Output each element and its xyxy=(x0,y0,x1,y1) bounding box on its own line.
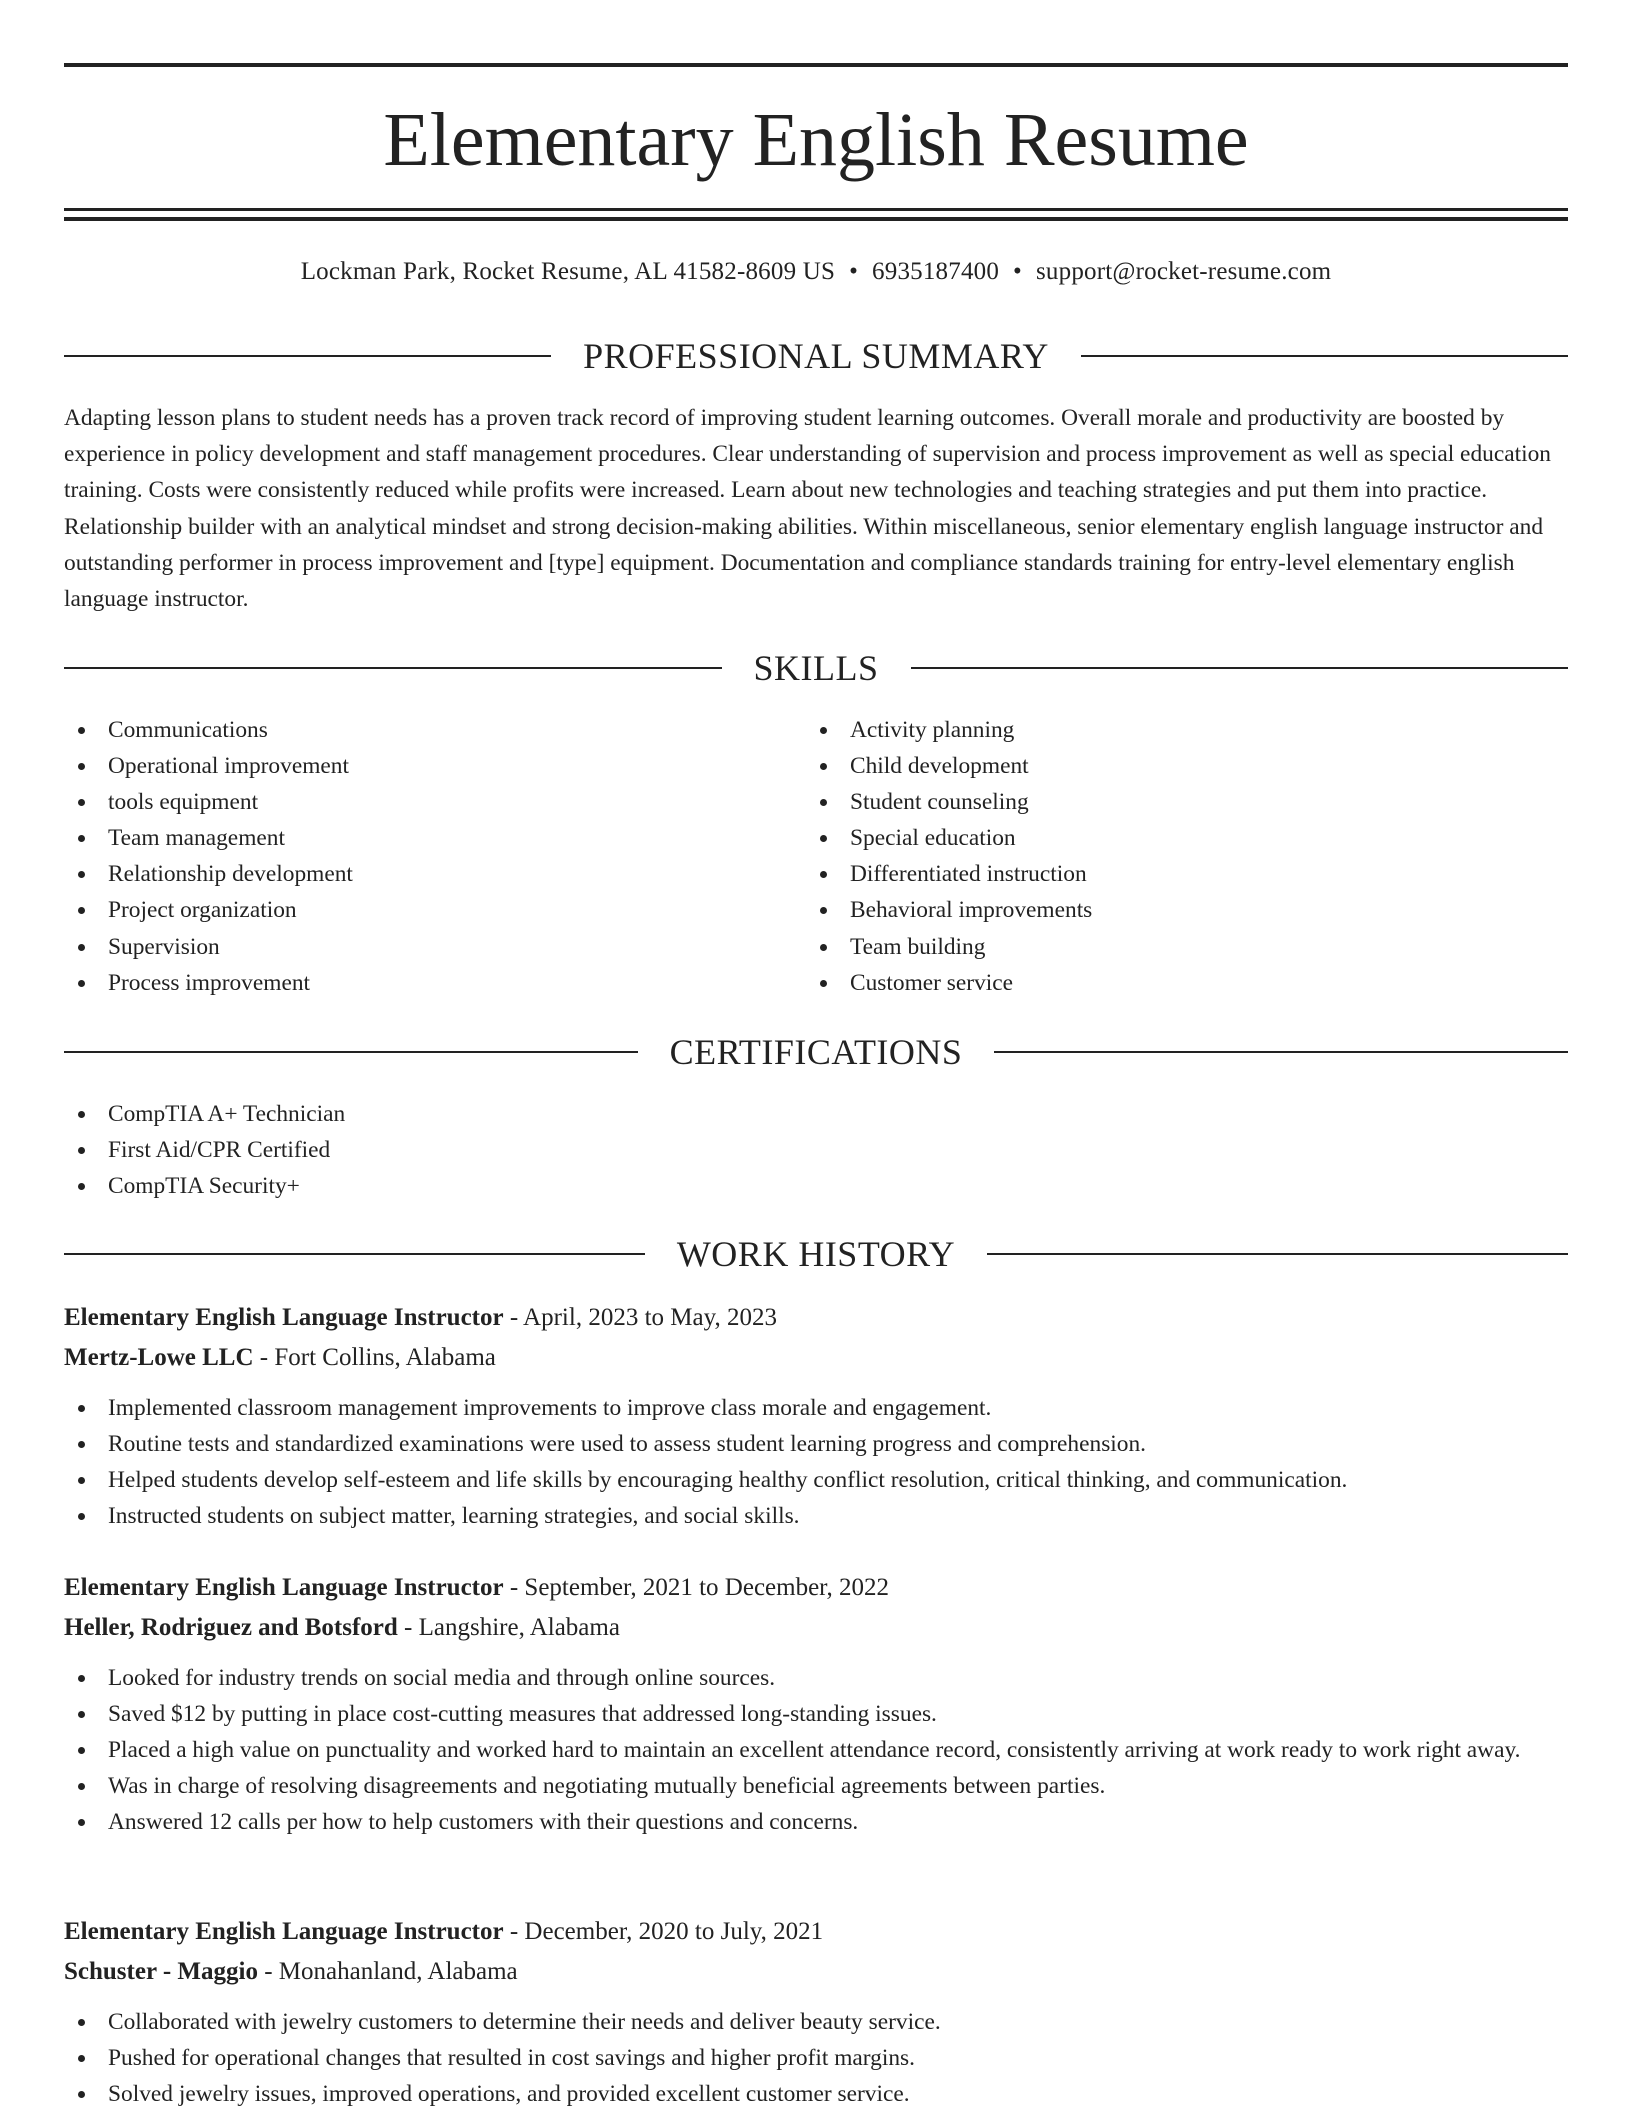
skill-item: Operational improvement xyxy=(64,748,764,784)
job-bullets xyxy=(64,2004,1568,2112)
job-bullet-item: Solved jewelry issues, improved operations, and provided excellent customer service. xyxy=(64,2076,1568,2112)
job-location: - Monahanland, Alabama xyxy=(257,1958,518,1985)
job-company: Heller, Rodriguez and Botsford xyxy=(64,1614,398,1641)
work-heading: WORK HISTORY xyxy=(676,1234,956,1274)
skill-item: Communications xyxy=(64,712,764,748)
contact-email: support@rocket-resume.com xyxy=(1036,258,1332,285)
job-location: - Langshire, Alabama xyxy=(397,1614,620,1641)
contact-address: Lockman Park, Rocket Resume, AL 41582-8609 US xyxy=(300,258,836,285)
certification-item: First Aid/CPR Certified xyxy=(64,1132,1064,1168)
skill-item: Differentiated instruction xyxy=(806,856,1506,892)
contact-separator: • xyxy=(849,258,859,285)
job-bullet-item: Looked for industry trends on social media and through online sources. xyxy=(64,1660,1568,1696)
skill-item: Customer service xyxy=(806,965,1506,1001)
job-title-line xyxy=(64,1298,1568,1338)
skill-item: Relationship development xyxy=(64,856,764,892)
skills-heading: SKILLS xyxy=(753,648,879,688)
job-bullets xyxy=(64,1660,1568,1840)
contact-phone: 6935187400 xyxy=(872,258,1000,285)
job-bullet-item: Was in charge of resolving disagreements and negotiating mutually beneficial agreements between parties. xyxy=(64,1768,1568,1804)
job-bullet-item: Pushed for operational changes that resulted in cost savings and higher profit margins. xyxy=(64,2040,1568,2076)
certifications-heading: CERTIFICATIONS xyxy=(669,1032,963,1072)
divider xyxy=(64,355,551,357)
divider xyxy=(987,1253,1568,1255)
job-entry xyxy=(64,1298,1568,1534)
job-bullet-item: Placed a high value on punctuality and worked hard to maintain an excellent attendance record, consistently arriving at work ready to work right away. xyxy=(64,1732,1568,1768)
job-company: Schuster - Maggio xyxy=(64,1958,258,1985)
job-bullet-item: Routine tests and standardized examinations were used to assess student learning progress and comprehension. xyxy=(64,1426,1568,1462)
skill-item: Child development xyxy=(806,748,1506,784)
job-location: - Fort Collins, Alabama xyxy=(253,1344,496,1371)
skill-item: Activity planning xyxy=(806,712,1506,748)
job-bullet-item: Helped students develop self-esteem and life skills by encouraging healthy conflict resolution, critical thinking, and communication. xyxy=(64,1462,1568,1498)
job-dates: - September, 2021 to December, 2022 xyxy=(503,1574,889,1601)
job-dates: - April, 2023 to May, 2023 xyxy=(503,1304,777,1331)
title-double-rule xyxy=(64,208,1568,221)
certifications-section-header xyxy=(64,1030,1568,1074)
skill-item: tools equipment xyxy=(64,784,764,820)
job-bullets xyxy=(64,1390,1568,1534)
skill-item: Team building xyxy=(806,929,1506,965)
job-company: Mertz-Lowe LLC xyxy=(64,1344,254,1371)
job-title-line xyxy=(64,1568,1568,1608)
job-company-line xyxy=(64,1608,1568,1648)
summary-text: Adapting lesson plans to student needs has a proven track record of improving student learning outcomes. Overall morale and productivity are boosted by experience in policy development and staff management procedures. Clear understanding of supervision and process improvement as well as special education training. Costs were consistently reduced while profits were increased. Learn about new technologies and teaching strategies and put them into practice. Relationship builder with an analytical mindset and strong decision-making abilities. Within miscellaneous, senior elementary english language instructor and outstanding performer in process improvement and [type] equipment. Documentation and compliance standards training for entry-level elementary english language instructor. xyxy=(64,405,1551,613)
divider xyxy=(64,1051,638,1053)
job-bullet-item: Saved $12 by putting in place cost-cutting measures that addressed long-standing issues. xyxy=(64,1696,1568,1732)
job-bullet-item: Instructed students on subject matter, learning strategies, and social skills. xyxy=(64,1498,1568,1534)
skill-item: Special education xyxy=(806,820,1506,856)
job-entry xyxy=(64,1912,1568,2112)
job-title-line xyxy=(64,1912,1568,1952)
skills-list-left xyxy=(64,712,764,1001)
divider xyxy=(994,1051,1568,1053)
summary-section-header xyxy=(64,334,1568,378)
job-dates: - December, 2020 to July, 2021 xyxy=(503,1918,824,1945)
divider xyxy=(64,667,722,669)
contact-line xyxy=(64,254,1568,290)
certification-item: CompTIA A+ Technician xyxy=(64,1096,1064,1132)
skill-item: Behavioral improvements xyxy=(806,892,1506,928)
skill-item: Team management xyxy=(64,820,764,856)
certification-item: CompTIA Security+ xyxy=(64,1168,1064,1204)
job-bullet-item: Collaborated with jewelry customers to determine their needs and deliver beauty service. xyxy=(64,2004,1568,2040)
job-entry xyxy=(64,1568,1568,1840)
resume-title: Elementary English Resume xyxy=(383,98,1249,182)
certifications-list xyxy=(64,1096,1064,1204)
skill-item: Supervision xyxy=(64,929,764,965)
skill-item: Student counseling xyxy=(806,784,1506,820)
job-title: Elementary English Language Instructor xyxy=(64,1574,504,1601)
skill-item: Project organization xyxy=(64,892,764,928)
job-bullet-item: Answered 12 calls per how to help customers with their questions and concerns. xyxy=(64,1804,1568,1840)
work-section-header xyxy=(64,1232,1568,1276)
job-company-line xyxy=(64,1338,1568,1378)
skill-item: Process improvement xyxy=(64,965,764,1001)
divider xyxy=(1081,355,1568,357)
top-rule xyxy=(64,63,1568,67)
divider xyxy=(64,1253,645,1255)
job-bullet-item: Implemented classroom management improvements to improve class morale and engagement. xyxy=(64,1390,1568,1426)
job-company-line xyxy=(64,1952,1568,1992)
divider xyxy=(911,667,1569,669)
summary-heading: PROFESSIONAL SUMMARY xyxy=(583,336,1049,376)
skills-list-right xyxy=(806,712,1506,1001)
job-title: Elementary English Language Instructor xyxy=(64,1304,504,1331)
skills-section-header xyxy=(64,646,1568,690)
contact-separator: • xyxy=(1013,258,1022,285)
job-title: Elementary English Language Instructor xyxy=(64,1918,504,1945)
